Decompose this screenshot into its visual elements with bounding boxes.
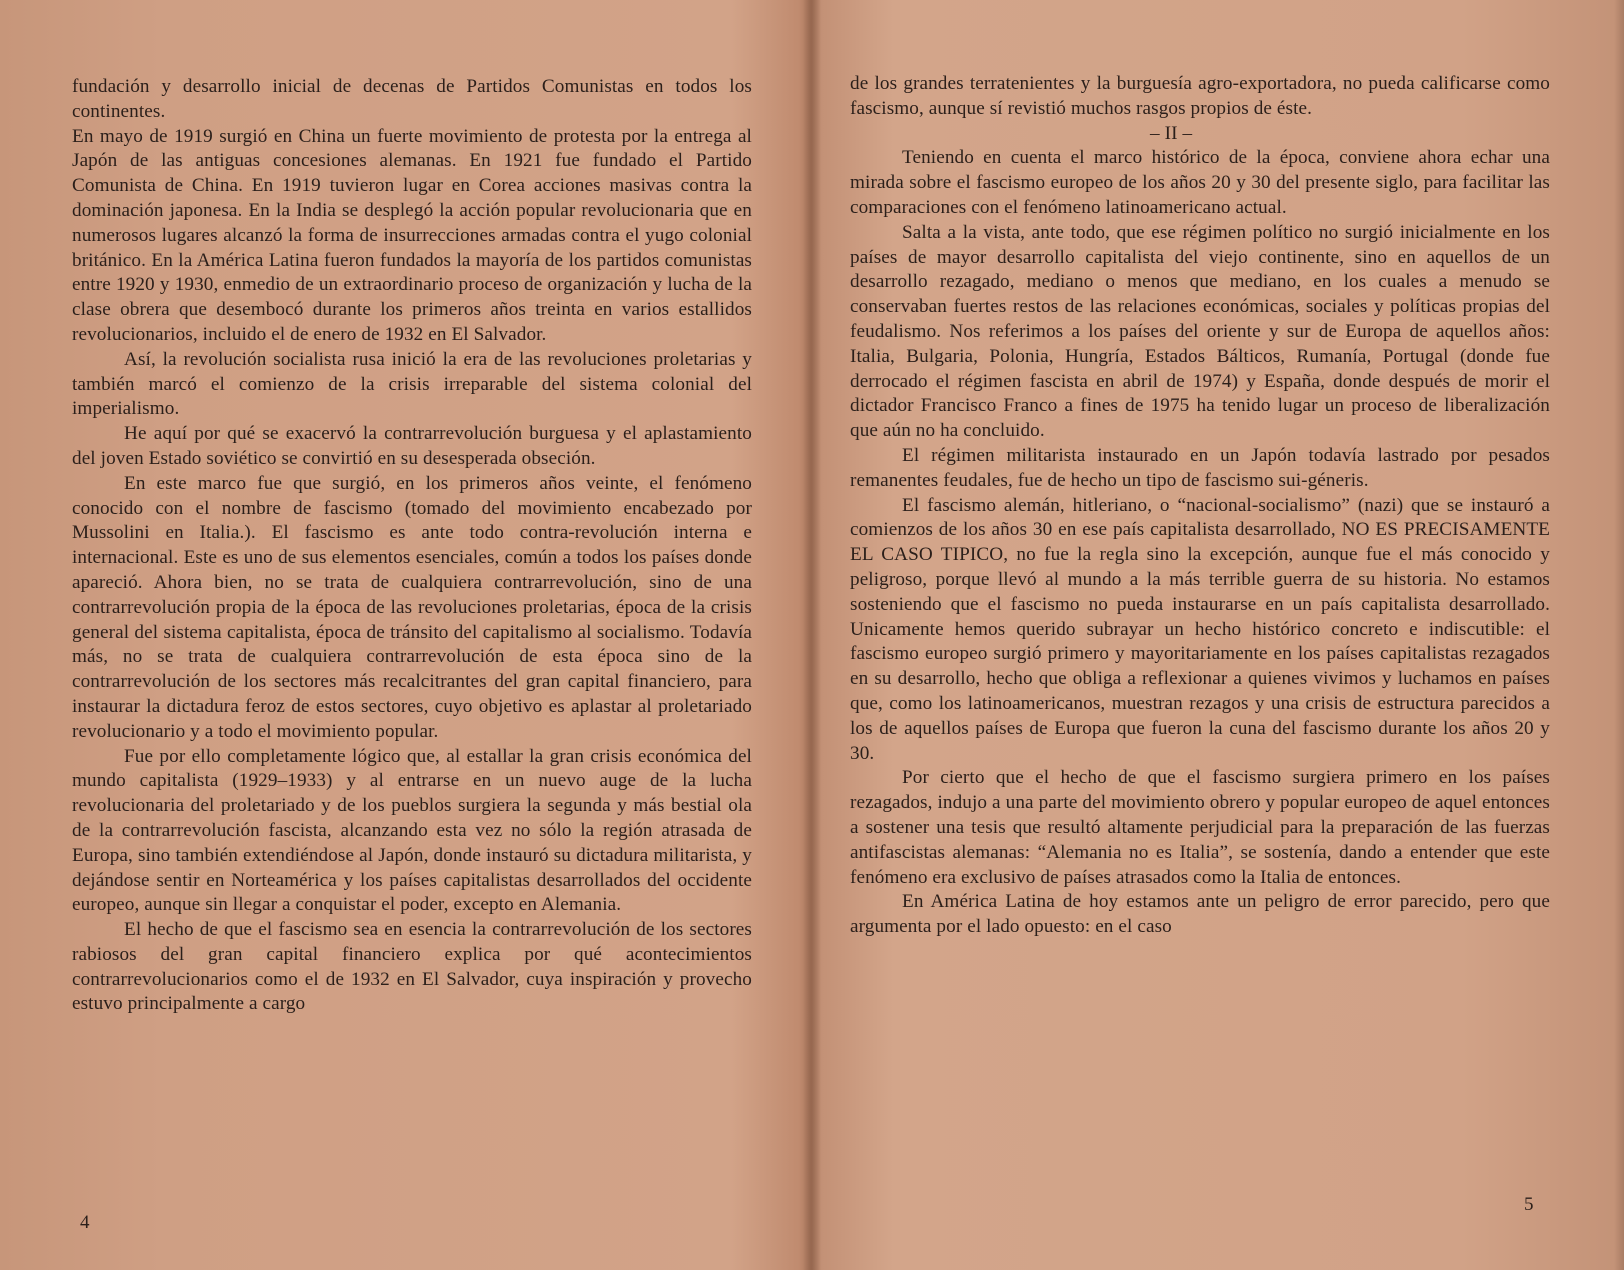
right-page-text — [850, 72, 1550, 940]
left-paragraph-3: Así, la revolución socialista rusa inició la era de las revoluciones proletarias y también marcó el comienzo de la crisis irreparable del sistema colonial del imperialismo. — [72, 348, 752, 420]
left-page — [0, 0, 810, 1270]
section-heading: – II – — [1150, 122, 1193, 144]
left-page-number: 4 — [80, 1212, 90, 1233]
right-paragraph-5: Por cierto que el hecho de que el fascismo surgiera primero en los países rezagados, indujo a una parte del movimiento obrero y popular europeo de aquel entonces a sostener una tesis que resultó altamente perjudicial para la preparación de las fuerzas antifascistas alemanas: “Alemania no es Italia”, se sostenía, dando a entender que este fenómeno era exclusivo de países atrasados como la Italia de entonces. — [850, 767, 1550, 888]
right-page — [812, 0, 1624, 1270]
left-paragraph-1: fundación y desarrollo inicial de decenas de Partidos Comunistas en todos los continentes. — [72, 76, 752, 122]
right-paragraph-6: En América Latina de hoy estamos ante un peligro de error parecido, pero que argumenta por el lado opuesto: en el caso — [850, 891, 1550, 938]
right-paragraph-4: El fascismo alemán, hitleriano, o “nacional-socialismo” (nazi) que se instauró a comienzos de los años 30 en ese país capitalista desarrollado, NO ES PRECISAMENTE EL CASO TIPICO, no fue la regla sino la excepción, aunque fue el más conocido y peligroso, porque llevó al mundo a la más terrible guerra de su historia. No estamos sosteniendo que el fascismo no pueda instaurarse en un país capitalista desarrollado. Unicamente hemos querido subrayar un hecho histórico concreto e indiscutible: el fascismo europeo surgió primero y mayoritariamente en los países capitalistas rezagados en su desarrollo, hecho que obliga a reflexionar a quienes vivimos y luchamos en países que, como los latinoamericanos, muestran rezagos y una crisis de estructura parecidos a los de aquellos países de Europa que fueron la cuna del fascismo durante los años 20 y 30. — [850, 494, 1550, 764]
left-paragraph-4: He aquí por qué se exacervó la contrarrevolución burguesa y el aplastamiento del joven Estado soviético se convirtió en su desesperada obseción. — [72, 423, 752, 469]
right-paragraph-3: El régimen militarista instaurado en un Japón todavía lastrado por pesados remanentes feudales, fue de hecho un tipo de fascismo sui-géneris. — [850, 444, 1550, 491]
left-paragraph-7: El hecho de que el fascismo sea en esencia la contrarrevolución de los sectores rabiosos del gran capital financiero explica por qué acontecimientos contrarrevolucionarios como el de 1932 en El Salvador, cuya inspiración y provecho estuvo principalmente a cargo — [72, 919, 752, 1015]
right-page-number: 5 — [1524, 1194, 1534, 1215]
right-paragraph-1: Teniendo en cuenta el marco histórico de la época, conviene ahora echar una mirada sobre el fascismo europeo de los años 20 y 30 del presente siglo, para facilitar las comparaciones con el fenómeno latinoamericano actual. — [850, 147, 1550, 218]
left-paragraph-5: En este marco fue que surgió, en los primeros años veinte, el fenómeno conocido con el nombre de fascismo (tomado del movimiento encabezado por Mussolini en Italia.). El fascismo es ante todo contra-revolución interna e internacional. Este es uno de sus elementos esenciales, común a todos los países donde apareció. Ahora bien, no se trata de cualquiera contrarrevolución, sino de una contrarrevolución propia de la época de las revoluciones proletarias, época de la crisis general del sistema capitalista, época de tránsito del capitalismo al socialismo. Todavía más, no se trata de cualquiera contrarrevolución de esta época sino de la contrarrevolución de los sectores más recalcitrantes del gran capital financiero, para instaurar la dictadura feroz de estos sectores, cuyo objetivo es aplastar al proletariado revolucionario y a todo el movimiento popular. — [72, 472, 752, 742]
left-paragraph-6: Fue por ello completamente lógico que, al estallar la gran crisis económica del mundo capitalista (1929–1933) y al entrarse en un nuevo auge de la lucha revolucionaria del proletariado y de los pueblos surgiera la segunda y más bestial ola de la contrarrevolución fascista, alcanzando esta vez no sólo la región atrasada de Europa, sino también extendiéndose al Japón, donde instauró su dictadura militarista, y dejándose sentir en Norteamérica y los países capitalistas desarrollados del occidente europeo, aunque sin llegar a conquistar el poder, excepto en Alemania. — [72, 745, 752, 916]
right-paragraph-2: Salta a la vista, ante todo, que ese régimen político no surgió inicialmente en los países de mayor desarrollo capitalista del viejo continente, sino en aquellos de un desarrollo rezagado, mediano o menos que mediano, en los cuales a menudo se conservaban fuertes restos de las relaciones económicas, sociales y políticas propias del feudalismo. Nos referimos a los países del oriente y sur de Europa de aquellos años: Italia, Bulgaria, Polonia, Hungría, Estados Bálticos, Rumanía, Portugal (donde fue derrocado el régimen fascista en abril de 1974) y España, donde después de morir el dictador Francisco Franco a fines de 1975 ha tenido lugar un proceso de liberalización que aún no ha concluido. — [850, 221, 1550, 442]
right-intro-paragraph: de los grandes terratenientes y la burguesía agro-exportadora, no pueda calificarse como fascismo, aunque sí revistió muchos rasgos propios de éste. — [850, 73, 1550, 119]
left-paragraph-2: En mayo de 1919 surgió en China un fuerte movimiento de protesta por la entrega al Japón de las antiguas concesiones alemanas. En 1921 fue fundado el Partido Comunista de China. En 1919 tuvieron lugar en Corea acciones masivas contra la dominación japonesa. En la India se desplegó la acción popular revolucionaria que en numerosos lugares alcanzó la forma de insurrecciones armadas contra el yugo colonial británico. En la América Latina fueron fundados la mayoría de los partidos comunistas entre 1920 y 1930, enmedio de un extraordinario proceso de organización y lucha de la clase obrera que desembocó durante los primeros años treinta en varios estallidos revolucionarios, incluido el de enero de 1932 en El Salvador. — [72, 125, 752, 345]
left-page-text — [72, 75, 752, 1017]
